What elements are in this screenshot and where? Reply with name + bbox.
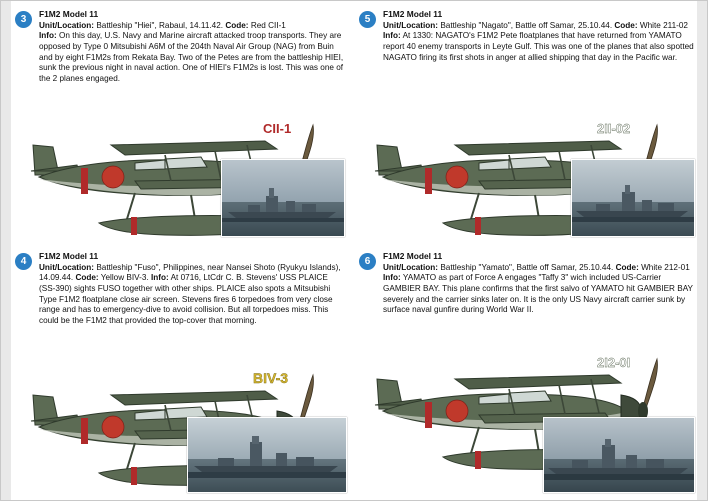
info-label: Info:: [151, 273, 169, 283]
panel-text-block: [39, 251, 345, 326]
info-value: At 0716, LtCdr C. B. Stevens' USS PLAICE (SS-390) sights FUSO together with other ships. PLAICE also spots a Mitsubishi Type F1M2 floatplane close air screen. Stevens fires 6 torpedoes from very close range and has to emergency-dive to avoid collision. But all torpedoes miss. This could be the F1M2 that provided the top-cover that morning.: [39, 273, 333, 325]
info-label: Info:: [39, 31, 57, 41]
unit-location-value: Battleship "Fuso", Philippines, near Nansei Shoto (Ryukyu Islands), 14.09.44.: [39, 262, 341, 283]
unit-location-value: Battleship "Nagato", Battle off Samar, 25.10.44.: [440, 20, 613, 30]
reference-photo-nagato: [571, 159, 695, 237]
code-label: Code:: [75, 273, 99, 283]
panel-text-block: [383, 251, 697, 316]
unit-location-label: Unit/Location:: [383, 262, 439, 272]
panel-info-line: [39, 31, 345, 84]
panel-text-block: [383, 9, 697, 63]
code-label: Code:: [225, 20, 249, 30]
panel-number-badge: 5: [359, 11, 376, 28]
panel-info-line: [383, 31, 697, 63]
panel-number-badge: 3: [15, 11, 32, 28]
info-value: YAMATO as part of Force A engages "Taffy 3" wich included US-Carrier GAMBIER BAY. This plane confirms that the first salvo of YAMATO hit GAMBIER BAY severely and the carrier sinks later on. It is the only US Navy aircraft carrier sunk by surface naval gunfire during World War II.: [383, 273, 693, 315]
unit-location-label: Unit/Location:: [39, 262, 95, 272]
aircraft-code-text: 2II-02: [597, 121, 631, 136]
unit-location-value: Battleship "Hiei", Rabaul, 14.11.42.: [96, 20, 224, 30]
aircraft-code-text: BIV-3: [253, 370, 289, 386]
panel-unit-line: [383, 21, 697, 32]
panel-unit-line: [39, 263, 345, 326]
unit-location-label: Unit/Location:: [39, 20, 95, 30]
panel-title: F1M2 Model 11: [383, 251, 443, 261]
right-edge-bar: [697, 1, 707, 500]
reference-photo-hiei: [221, 159, 345, 237]
code-label: Code:: [614, 20, 638, 30]
panel-number-badge: 4: [15, 253, 32, 270]
profile-panel-4: [15, 251, 345, 495]
unit-location-label: Unit/Location:: [383, 20, 439, 30]
info-value: At 1330: NAGATO's F1M2 Pete floatplanes that have returned from YAMATO report 40 enemy transports in Leyte Gulf. This was one of the planes that also spotted NAGATO firing its first shots in anger at allied shipping that day in the Pacific war.: [383, 31, 694, 62]
panel-title: F1M2 Model 11: [39, 9, 99, 19]
aircraft-code-text: 2I2-0I: [597, 355, 631, 370]
profile-panel-3: [15, 9, 345, 249]
left-edge-bar: [1, 1, 11, 500]
panel-unit-line: [39, 21, 345, 32]
code-value: White 212-01: [641, 262, 690, 272]
profile-panel-6: [359, 251, 697, 495]
reference-photo-yamato: [543, 417, 695, 493]
profile-panel-5: [359, 9, 697, 249]
info-label: Info:: [383, 31, 401, 41]
reference-photo-fuso: [187, 417, 347, 493]
code-value: Yellow BIV-3.: [100, 273, 149, 283]
code-value: Red CII-1: [250, 20, 286, 30]
panel-text-block: [39, 9, 345, 84]
info-label: Info:: [383, 273, 401, 283]
panel-title: F1M2 Model 11: [39, 251, 99, 261]
panel-info-line: [383, 273, 697, 315]
panel-number-badge: 6: [359, 253, 376, 270]
aircraft-code-text: CII-1: [263, 121, 292, 136]
unit-location-value: Battleship "Yamato", Battle off Samar, 25.10.44.: [440, 262, 614, 272]
info-value: On this day, U.S. Navy and Marine aircraft attacked troop transports. They are opposed by Type 0 Mitsubishi A6M of the 204th Naval Air Group (NAG) from Buin and by eight F1M2s from Rekata Bay. Two of the Petes are from the battleship HIEI, sunk the previous night in naval action. One of HIEI's F1M2s is lost. This was one of the 2 planes engaged.: [39, 31, 344, 83]
panel-title: F1M2 Model 11: [383, 9, 443, 19]
code-label: Code:: [615, 262, 639, 272]
panel-unit-line: [383, 263, 697, 274]
code-value: White 211-02: [639, 20, 688, 30]
